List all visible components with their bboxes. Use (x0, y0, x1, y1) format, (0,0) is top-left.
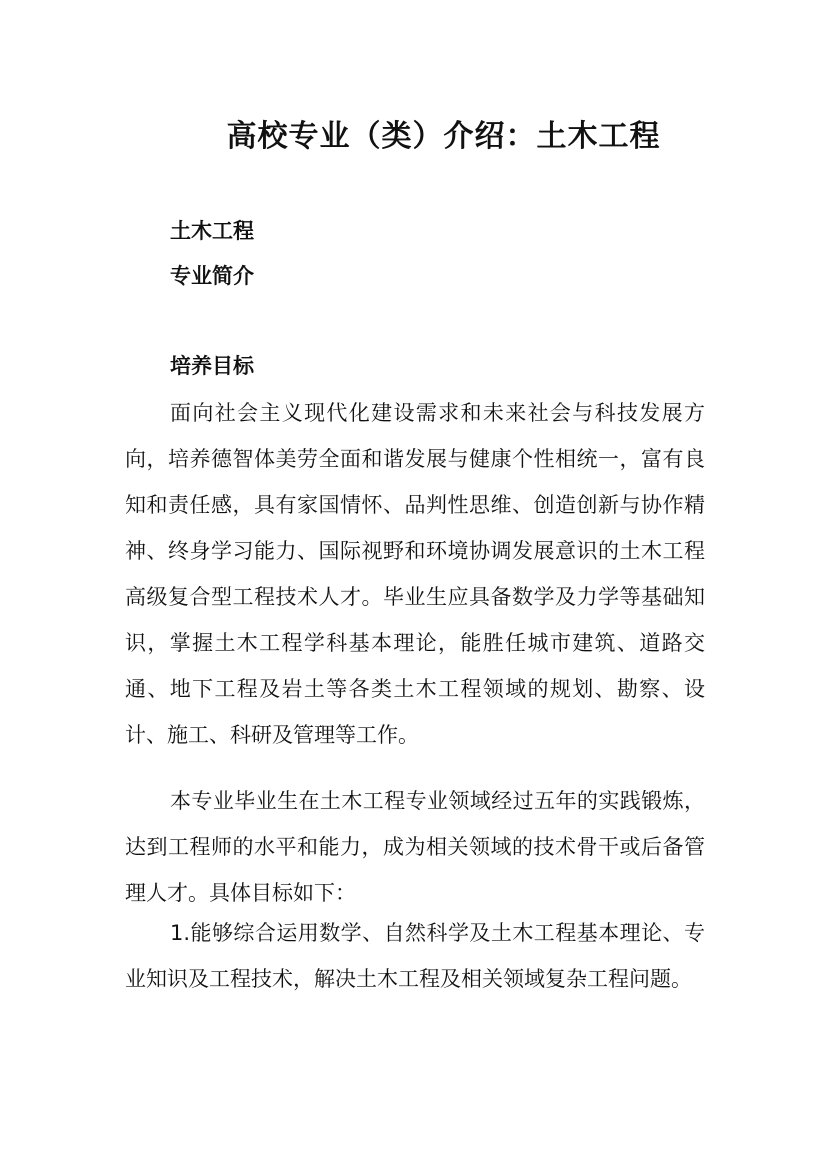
section-heading-intro: 专业简介 (170, 264, 254, 288)
paragraph-goal-description: 面向社会主义现代化建设需求和未来社会与科技发展方向，培养德智体美劳全面和谐发展与健康个性相统一，富有良知和责任感，具有家国情怀、品判性思维、创造创新与协作精神、终身学习能力、国际视野和环境协调发展意识的土木工程高级复合型工程技术人才。毕业生应具备数学及力学等基础知识，掌握土木工程学科基本理论，能胜任城市建筑、道路交通、地下工程及岩土等各类土木工程领域的规划、勘察、设计、施工、科研及管理等工作。 (125, 401, 705, 747)
paragraph-goal-summary: 本专业毕业生在土木工程专业领域经过五年的实践锻炼，达到工程师的水平和能力，成为相关领域的技术骨干或后备管理人才。具体目标如下： (125, 789, 705, 905)
document-title: 高校专业（类）介绍：土木工程 (226, 119, 661, 154)
section-heading-goal: 培养目标 (170, 354, 254, 378)
major-name-heading: 土木工程 (170, 219, 254, 243)
paragraph-goal-item-1: 1.能够综合运用数学、自然科学及土木工程基本理论、专业知识及工程技术，解决土木工程及相关领域复杂工程问题。 (125, 921, 705, 991)
